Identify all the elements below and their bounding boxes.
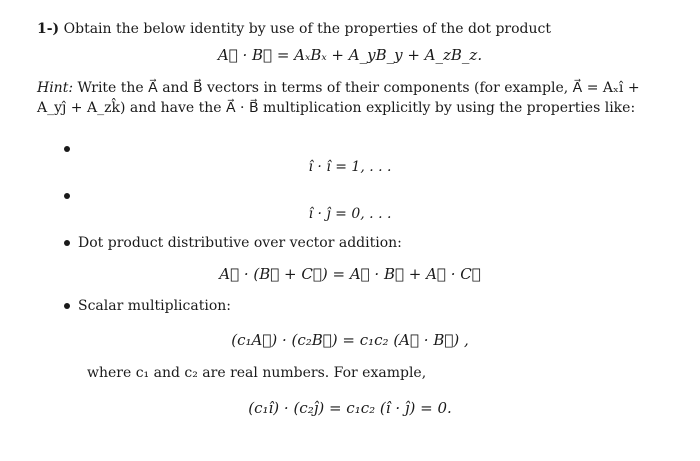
unit-dot-different: î · ĵ = 0, . . . [308,206,392,222]
problem-heading [37,20,551,38]
hint-line-2: A_yĵ + A_zk̂) and have the A⃗ · B⃗ multiplication explicitly by using the properties like: [37,100,636,116]
where-text: where c₁ and c₂ are real numbers. For example, [87,365,427,381]
bullet-3 [64,240,70,246]
hint-text-1: Write the A⃗ and B⃗ vectors in terms of their components (for example, A⃗ = Aₓî + [77,80,640,96]
hint-label: Hint: [37,80,74,96]
example-equation: (c₁î) · (c₂ĵ) = c₁c₂ (î · ĵ) = 0. [248,399,452,417]
hint-line-1 [37,79,640,97]
target-identity: A⃗ · B⃗ = AₓBₓ + A_yB_y + A_zB_z. [217,46,483,64]
bullet-4 [64,303,70,309]
distributive-label: Dot product distributive over vector addition: [78,235,402,251]
scalar-equation: (c₁A⃗) · (c₂B⃗) = c₁c₂ (A⃗ · B⃗) , [231,331,469,349]
unit-dot-same: î · î = 1, . . . [308,159,392,175]
problem-number: 1-) [37,21,60,37]
scalar-label: Scalar multiplication: [78,298,231,314]
distributive-equation: A⃗ · (B⃗ + C⃗) = A⃗ · B⃗ + A⃗ · C⃗ [219,265,481,283]
problem-statement: Obtain the below identity by use of the properties of the dot product [63,21,551,37]
bullet-2 [64,193,70,199]
bullet-1 [64,146,70,152]
